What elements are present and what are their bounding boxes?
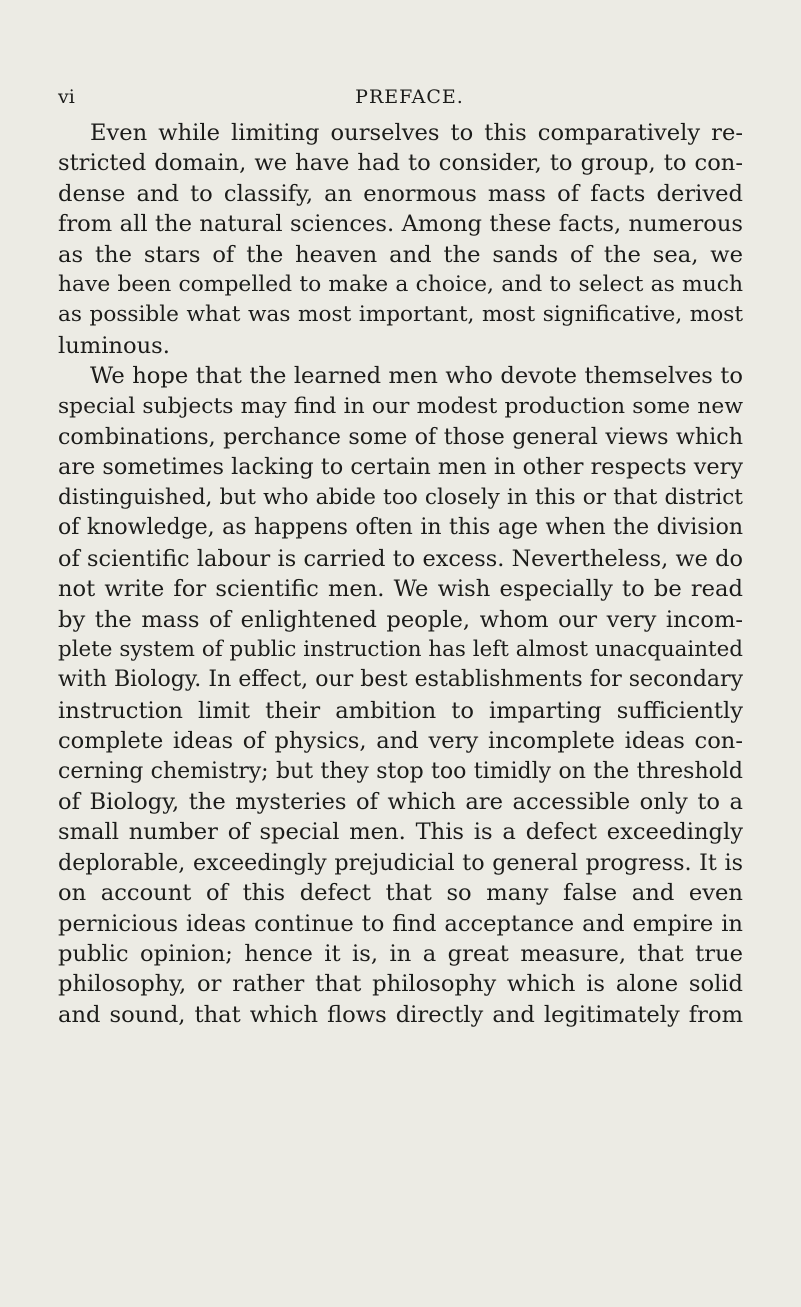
text-line: and sound, that which flows directly and legitimately from bbox=[58, 1001, 743, 1028]
running-title: PREFACE. bbox=[355, 86, 464, 108]
text-line: of Biology, the mysteries of which are accessible only to a bbox=[58, 788, 743, 815]
text-line: small number of special men. This is a defect exceedingly bbox=[58, 819, 743, 846]
text-line: of scientific labour is carried to excess. Nevertheless, we do bbox=[58, 545, 743, 572]
text-line: dense and to classify, an enormous mass of facts derived bbox=[58, 180, 743, 207]
text-line: are sometimes lacking to certain men in other respects very bbox=[58, 454, 743, 481]
text-line: from all the natural sciences. Among these facts, numerous bbox=[58, 211, 743, 238]
text-line: stricted domain, we have had to consider, to group, to con- bbox=[58, 150, 743, 177]
text-line: with Biology. In effect, our best establishments for secondary bbox=[58, 667, 743, 693]
text-line: of knowledge, as happens often in this age when the division bbox=[58, 515, 743, 541]
text-line: luminous. bbox=[58, 332, 170, 359]
text-line: not write for scientific men. We wish especially to be read bbox=[58, 576, 743, 603]
text-line: by the mass of enlightened people, whom our very incom- bbox=[58, 606, 743, 633]
text-line: instruction limit their ambition to imparting sufficiently bbox=[58, 697, 743, 724]
text-line: public opinion; hence it is, in a great measure, that true bbox=[58, 940, 743, 967]
text-line: deplorable, exceedingly prejudicial to general progress. It is bbox=[58, 849, 743, 876]
text-line: philosophy, or rather that philosophy which is alone solid bbox=[58, 971, 743, 998]
text-line: as the stars of the heaven and the sands of the sea, we bbox=[58, 241, 743, 268]
text-line: special subjects may find in our modest production some new bbox=[58, 393, 743, 419]
text-line: combinations, perchance some of those general views which bbox=[58, 424, 743, 451]
page-number: vi bbox=[58, 86, 75, 108]
text-line: have been compelled to make a choice, and to select as much bbox=[58, 272, 743, 298]
body-text bbox=[58, 118, 743, 1030]
text-line: Even while limiting ourselves to this comparatively re- bbox=[90, 120, 743, 146]
text-line: complete ideas of physics, and very incomplete ideas con- bbox=[58, 728, 743, 755]
text-line: cerning chemistry; but they stop too timidly on the threshold bbox=[58, 758, 743, 784]
text-line: plete system of public instruction has left almost unacquainted bbox=[58, 636, 743, 662]
text-line: pernicious ideas continue to find acceptance and empire in bbox=[58, 910, 743, 937]
text-line: as possible what was most important, most significative, most bbox=[58, 302, 743, 328]
running-head bbox=[58, 86, 743, 112]
text-line: We hope that the learned men who devote themselves to bbox=[90, 363, 743, 390]
text-line: distinguished, but who abide too closely in this or that district bbox=[58, 484, 743, 510]
text-line: on account of this defect that so many false and even bbox=[58, 880, 743, 907]
